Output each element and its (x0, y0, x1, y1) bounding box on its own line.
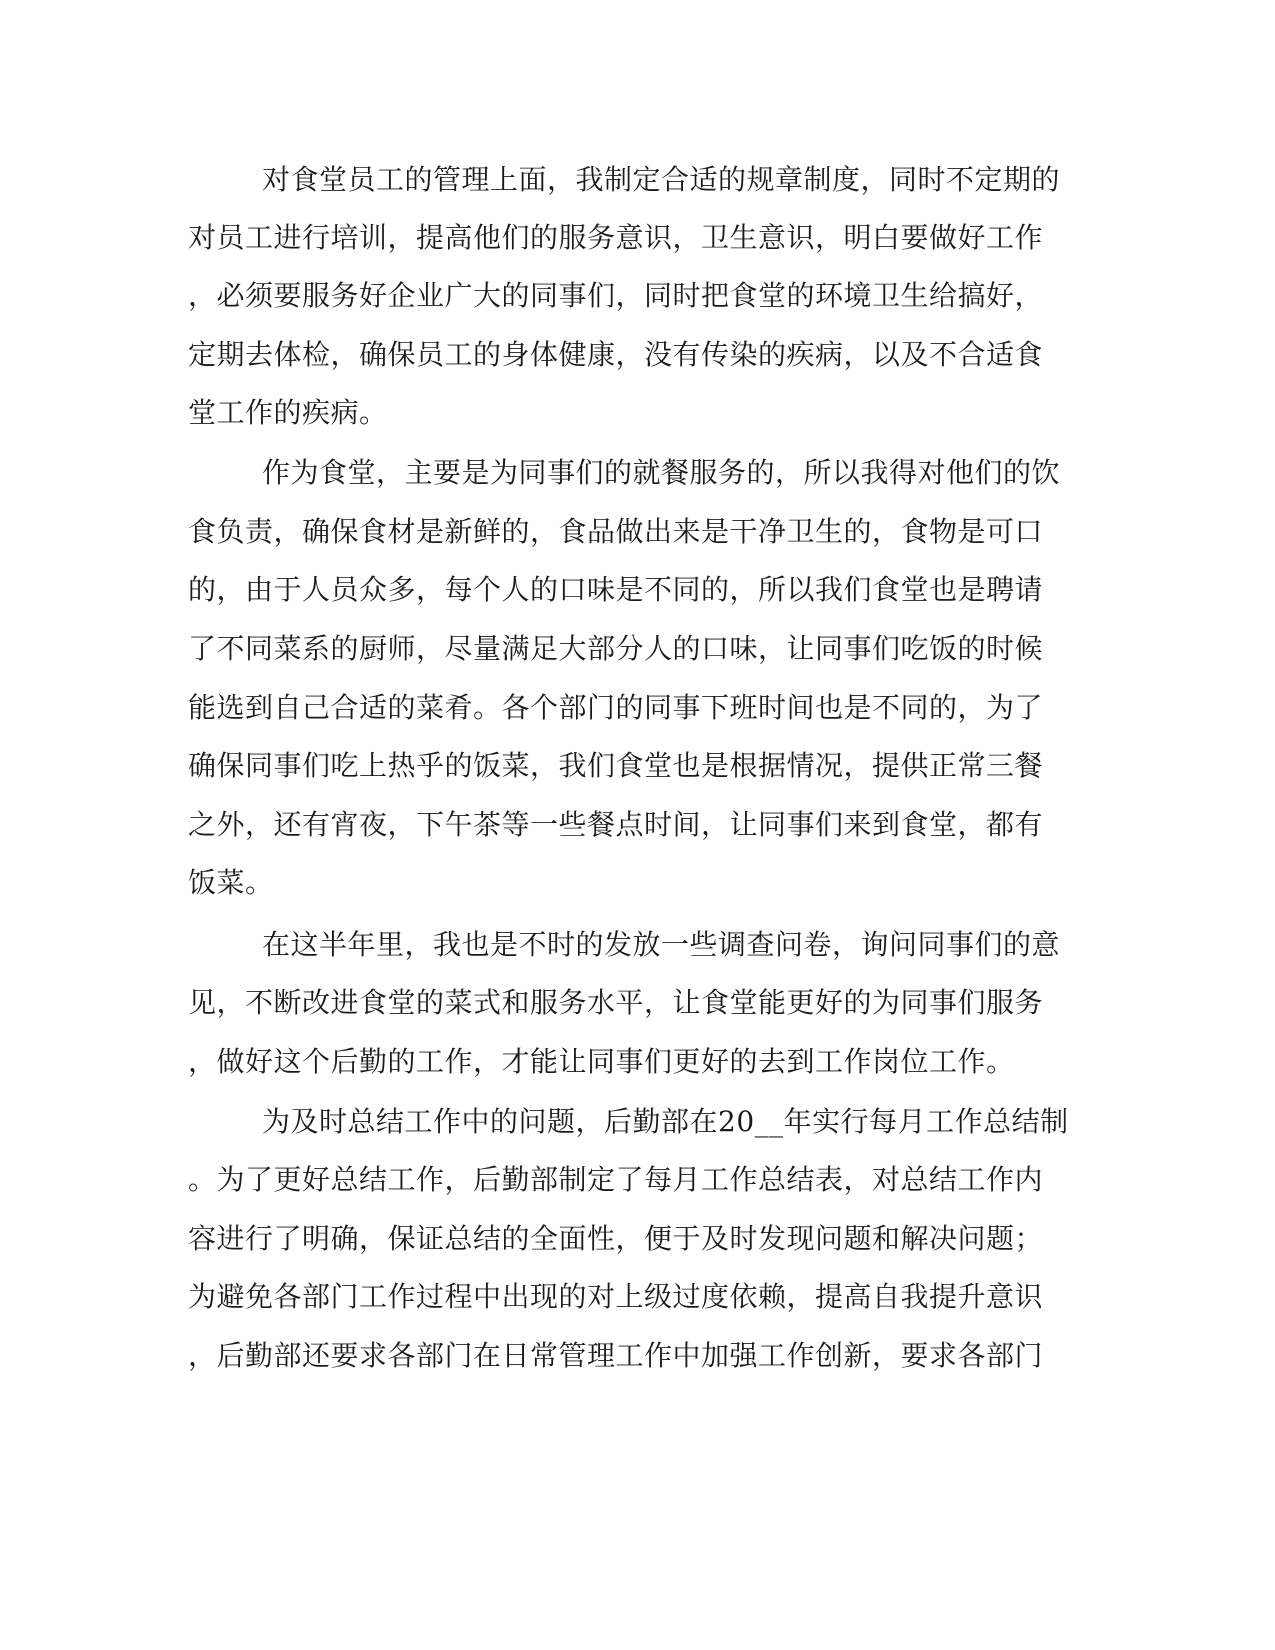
paragraph-1-line-4: 定期去体检，确保员工的身体健康，没有传染的疾病，以及不合适食 (188, 338, 1044, 371)
paragraph-2-line-6: 确保同事们吃上热乎的饭菜，我们食堂也是根据情况，提供正常三餐 (188, 749, 1044, 782)
paragraph-1-line-2: 对员工进行培训，提高他们的服务意识，卫生意识，明白要做好工作 (188, 221, 1044, 254)
paragraph-3-line-3: ，做好这个后勤的工作，才能让同事们更好的去到工作岗位工作。 (188, 1045, 1015, 1078)
paragraph-2-line-2: 食负责，确保食材是新鲜的，食品做出来是干净卫生的，食物是可口 (188, 515, 1044, 548)
paragraph-2-line-7: 之外，还有宵夜，下午茶等一些餐点时间，让同事们来到食堂，都有 (188, 808, 1044, 841)
paragraph-2-line-1: 作为食堂，主要是为同事们的就餐服务的，所以我得对他们的饮 (262, 456, 1061, 489)
paragraph-1-line-5: 堂工作的疾病。 (188, 396, 388, 429)
paragraph-1-line-1: 对食堂员工的管理上面，我制定合适的规章制度，同时不定期的 (262, 163, 1061, 196)
paragraph-2-line-3: 的，由于人员众多，每个人的口味是不同的，所以我们食堂也是聘请 (188, 573, 1044, 606)
paragraph-2-line-5: 能选到自己合适的菜肴。各个部门的同事下班时间也是不同的，为了 (188, 691, 1044, 724)
paragraph-4-line-2: 。为了更好总结工作，后勤部制定了每月工作总结表，对总结工作内 (188, 1163, 1044, 1196)
paragraph-4-line-4: 为避免各部门工作过程中出现的对上级过度依赖，提高自我提升意识 (188, 1280, 1044, 1313)
paragraph-3-line-2: 见，不断改进食堂的菜式和服务水平，让食堂能更好的为同事们服务 (188, 986, 1044, 1019)
paragraph-4-line-3: 容进行了明确，保证总结的全面性，便于及时发现问题和解决问题； (188, 1222, 1044, 1255)
paragraph-4-line-1: 为及时总结工作中的问题，后勤部在20__年实行每月工作总结制 (262, 1105, 1069, 1138)
paragraph-3-line-1: 在这半年里，我也是不时的发放一些调查问卷，询问同事们的意 (262, 928, 1061, 961)
paragraph-1-line-3: ，必须要服务好企业广大的同事们，同时把食堂的环境卫生给搞好， (188, 279, 1044, 312)
paragraph-2-line-4: 了不同菜系的厨师，尽量满足大部分人的口味，让同事们吃饭的时候 (188, 632, 1044, 665)
paragraph-2-line-8: 饭菜。 (188, 866, 274, 899)
paragraph-4-line-5: ，后勤部还要求各部门在日常管理工作中加强工作创新，要求各部门 (188, 1339, 1044, 1372)
